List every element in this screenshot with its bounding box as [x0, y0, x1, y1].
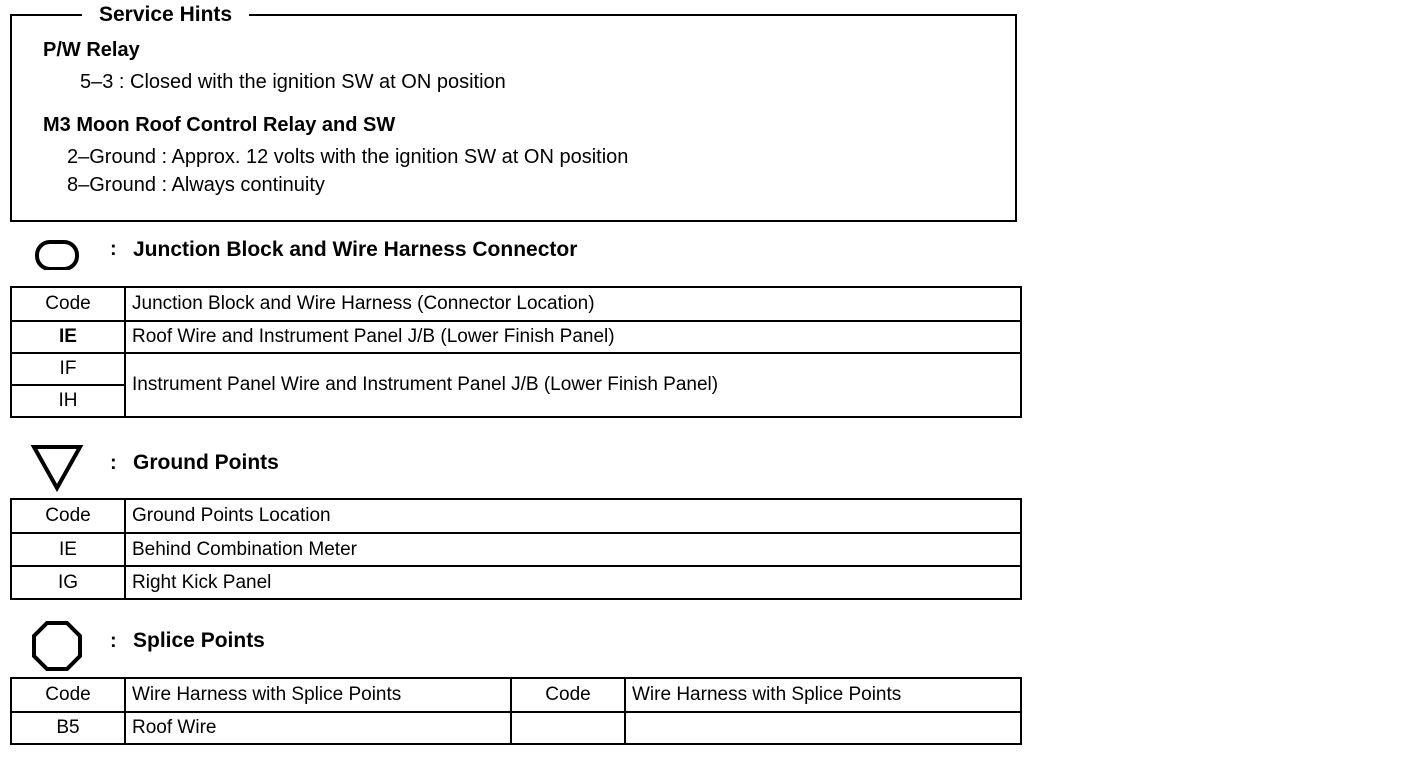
wire-harness-header: Wire Harness with Splice Points	[125, 678, 511, 712]
table-row	[11, 321, 1021, 353]
section-colon: :	[110, 630, 117, 652]
ground-section-label: Ground Points	[133, 451, 279, 474]
code-header: Code	[11, 678, 125, 712]
table-row	[11, 566, 1021, 599]
table-header-row	[11, 499, 1021, 533]
pw-relay-heading: P/W Relay	[43, 39, 140, 61]
pw-relay-hint-line: 5–3 : Closed with the ignition SW at ON position	[80, 71, 506, 93]
location-header: Ground Points Location	[125, 499, 1021, 533]
table-row	[11, 533, 1021, 566]
table-row	[11, 712, 1021, 744]
code-cell: B5	[11, 712, 125, 744]
m3-heading: M3 Moon Roof Control Relay and SW	[43, 114, 396, 136]
octagon-icon	[30, 619, 84, 673]
code-cell: IF	[11, 353, 125, 385]
location-cell: Roof Wire and Instrument Panel J/B (Lower Finish Panel)	[125, 321, 1021, 353]
m3-hint-line: 2–Ground : Approx. 12 volts with the ignition SW at ON position	[67, 146, 629, 168]
wire-harness-cell: Roof Wire	[125, 712, 511, 744]
code-header: Code	[11, 287, 125, 321]
table-row	[11, 353, 1021, 385]
ground-table	[10, 498, 1022, 600]
service-hints-title: Service Hints	[82, 2, 249, 28]
ground-section-heading	[0, 440, 1020, 490]
splice-section-label: Splice Points	[133, 629, 265, 652]
wire-harness-header: Wire Harness with Splice Points	[625, 678, 1021, 712]
m3-hint-line: 8–Ground : Always continuity	[67, 174, 325, 196]
splice-table	[10, 677, 1022, 745]
junction-table	[10, 286, 1022, 418]
code-cell: IE	[11, 533, 125, 566]
location-header: Junction Block and Wire Harness (Connector Location)	[125, 287, 1021, 321]
service-hints-box	[10, 3, 1017, 222]
inverted-triangle-icon	[30, 442, 84, 492]
wire-harness-cell	[625, 712, 1021, 744]
splice-section-heading	[0, 617, 1020, 667]
code-header: Code	[511, 678, 625, 712]
section-colon: :	[110, 452, 117, 474]
rounded-rectangle-icon	[28, 236, 80, 270]
code-cell: IG	[11, 566, 125, 599]
section-colon: :	[110, 238, 117, 260]
junction-section-label: Junction Block and Wire Harness Connector	[133, 238, 578, 261]
location-cell: Right Kick Panel	[125, 566, 1021, 599]
code-cell	[511, 712, 625, 744]
code-cell: IH	[11, 385, 125, 417]
junction-section-heading	[0, 230, 1020, 280]
location-cell: Instrument Panel Wire and Instrument Panel J/B (Lower Finish Panel)	[125, 353, 1021, 417]
table-header-row	[11, 678, 1021, 712]
location-cell: Behind Combination Meter	[125, 533, 1021, 566]
code-header: Code	[11, 499, 125, 533]
table-header-row	[11, 287, 1021, 321]
code-cell: IE	[11, 321, 125, 353]
